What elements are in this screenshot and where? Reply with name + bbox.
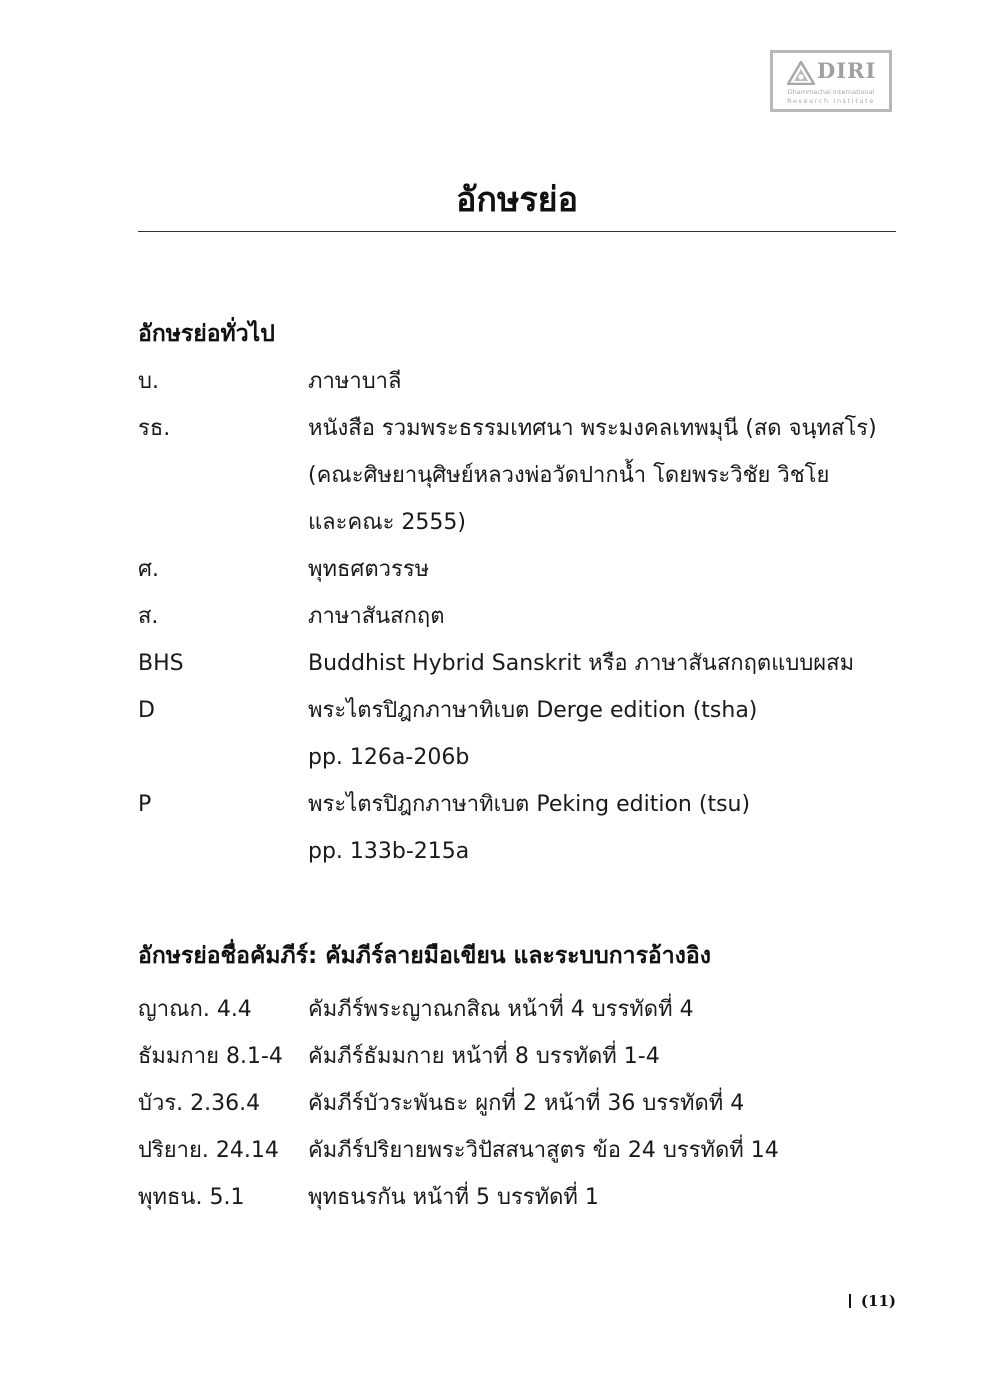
abbreviation-row <box>138 1127 898 1174</box>
abbreviation-term: BHS <box>138 651 184 676</box>
definition-line: pp. 133b-215a <box>308 839 470 864</box>
abbreviation-term: ธัมมกาย 8.1-4 <box>138 1044 283 1069</box>
abbreviation-definition <box>308 1080 898 1127</box>
abbreviation-term: P <box>138 792 152 817</box>
abbreviation-term: รธ. <box>138 416 171 441</box>
abbreviation-row <box>138 781 898 875</box>
page-number-bar <box>849 1294 851 1308</box>
abbreviation-row <box>138 1080 898 1127</box>
scripture-abbreviations-heading: อักษรย่อชื่อคัมภีร์: คัมภีร์ลายมือเขียน และระบบการอ้างอิง <box>138 943 711 969</box>
logo-subtitle-1: Dhammachai International <box>787 88 875 96</box>
abbreviation-definition <box>308 358 898 405</box>
abbreviation-definition <box>308 781 898 875</box>
definition-line: พุทธศตวรรษ <box>308 557 430 582</box>
definition-line: พระไตรปิฎกภาษาทิเบต Derge edition (tsha) <box>308 698 758 723</box>
definition-line: ภาษาบาลี <box>308 369 402 394</box>
abbreviation-definition <box>308 640 898 687</box>
definition-line: พระไตรปิฎกภาษาทิเบต Peking edition (tsu) <box>308 792 751 817</box>
abbreviation-row <box>138 358 898 405</box>
abbreviation-row <box>138 1174 898 1221</box>
definition-line: ภาษาสันสกฤต <box>308 604 445 629</box>
abbreviation-definition <box>308 593 898 640</box>
definition-line: คัมภีร์ธัมมกาย หน้าที่ 8 บรรทัดที่ 1-4 <box>308 1044 660 1069</box>
abbreviation-row <box>138 986 898 1033</box>
abbreviation-term: ศ. <box>138 557 159 582</box>
page-number-text: (11) <box>860 1292 896 1310</box>
definition-line: คัมภีร์ปริยายพระวิปัสสนาสูตร ข้อ 24 บรรทัดที่ 14 <box>308 1138 779 1163</box>
diri-logo <box>770 50 892 112</box>
triangle-logo-icon <box>787 61 815 85</box>
definition-line: Buddhist Hybrid Sanskrit หรือ ภาษาสันสกฤตแบบผสม <box>308 651 855 676</box>
abbreviation-definition <box>308 986 898 1033</box>
abbreviation-term: ปริยาย. 24.14 <box>138 1138 279 1163</box>
definition-line: (คณะศิษยานุศิษย์หลวงพ่อวัดปากน้ำ โดยพระวิชัย วิชโย <box>308 463 830 488</box>
logo-wordmark: DIRI <box>817 58 877 83</box>
scripture-abbreviations-list <box>138 986 898 1221</box>
definition-line: คัมภีร์พระญาณกสิณ หน้าที่ 4 บรรทัดที่ 4 <box>308 997 694 1022</box>
abbreviation-definition <box>308 1033 898 1080</box>
definition-line: pp. 126a-206b <box>308 745 470 770</box>
definition-line: พุทธนรกัน หน้าที่ 5 บรรทัดที่ 1 <box>308 1185 599 1210</box>
abbreviation-row <box>138 1033 898 1080</box>
abbreviation-row <box>138 405 898 546</box>
definition-line: และคณะ 2555) <box>308 510 466 535</box>
page-number <box>849 1292 896 1310</box>
general-abbreviations-list <box>138 358 898 875</box>
abbreviation-definition <box>308 405 898 546</box>
logo-subtitle-2: Research Institute <box>787 97 875 105</box>
abbreviation-definition <box>308 1174 898 1221</box>
general-abbreviations-heading: อักษรย่อทั่วไป <box>138 321 275 347</box>
abbreviation-definition <box>308 687 898 781</box>
abbreviation-term: ญาณก. 4.4 <box>138 997 252 1022</box>
abbreviation-row <box>138 593 898 640</box>
abbreviation-term: ส. <box>138 604 159 629</box>
definition-line: หนังสือ รวมพระธรรมเทศนา พระมงคลเทพมุนี (สด จนฺทสโร) <box>308 416 877 441</box>
abbreviation-term: บัวร. 2.36.4 <box>138 1091 261 1116</box>
page-title: อักษรย่อ <box>455 180 579 220</box>
abbreviation-row <box>138 546 898 593</box>
abbreviation-term: พุทธน. 5.1 <box>138 1185 245 1210</box>
definition-line: คัมภีร์บัวระพันธะ ผูกที่ 2 หน้าที่ 36 บรรทัดที่ 4 <box>308 1091 745 1116</box>
abbreviation-term: D <box>138 698 155 723</box>
abbreviation-term: บ. <box>138 369 159 394</box>
abbreviation-row <box>138 687 898 781</box>
abbreviation-definition <box>308 1127 898 1174</box>
abbreviation-row <box>138 640 898 687</box>
title-divider <box>138 231 896 232</box>
abbreviation-definition <box>308 546 898 593</box>
